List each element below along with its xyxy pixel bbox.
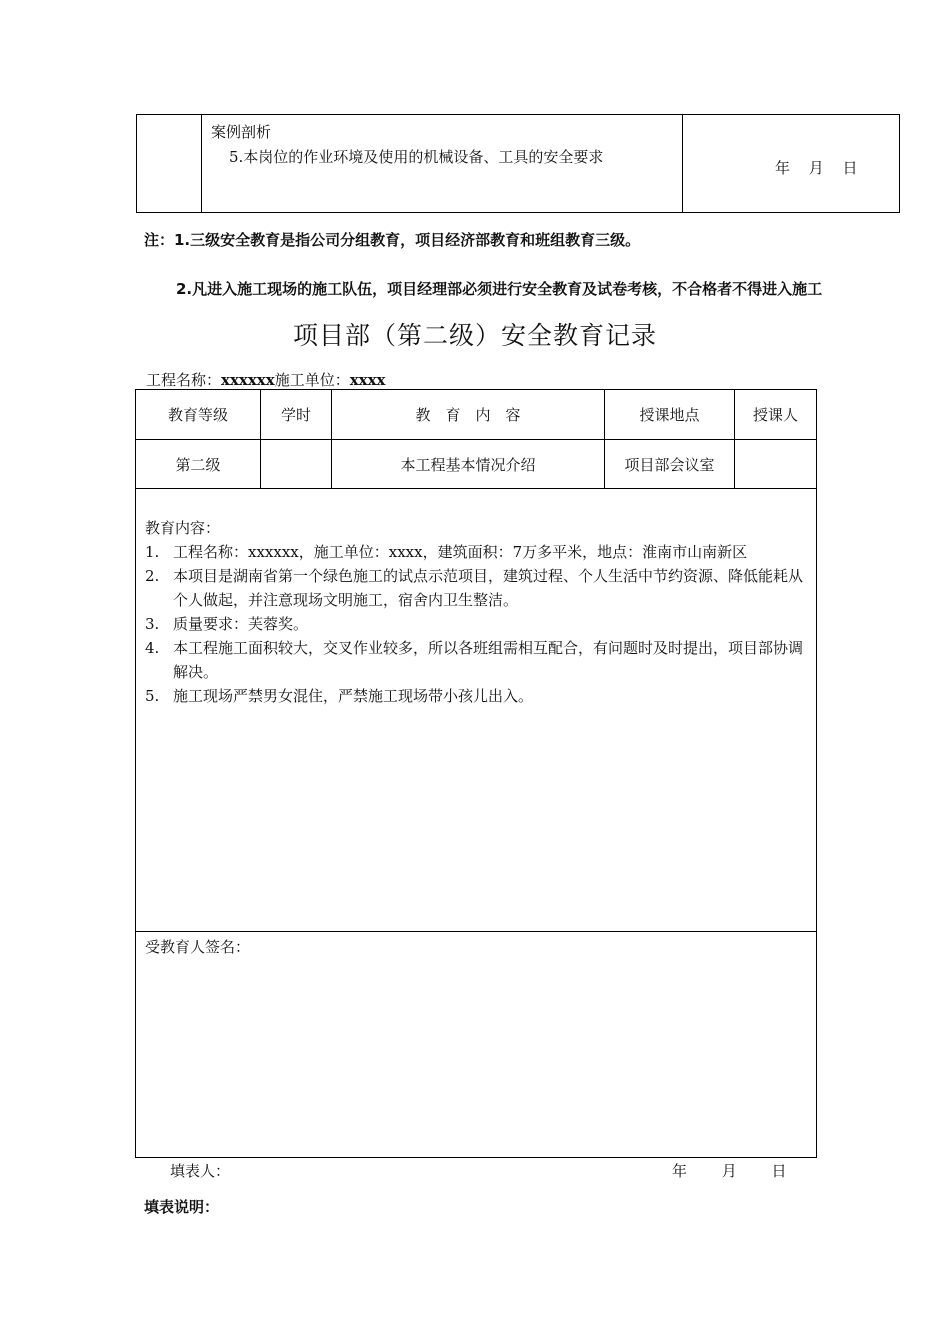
cell-lecturer xyxy=(735,440,816,488)
list-item xyxy=(145,540,808,564)
top-table-divider xyxy=(682,115,683,212)
list-item-number: 4. xyxy=(145,639,160,657)
project-name-label: 工程名称： xyxy=(146,371,222,389)
list-item xyxy=(145,636,808,684)
list-item-text: 本项目是湖南省第一个绿色施工的试点示范项目，建筑过程、个人生活中节约资源、降低能耗从个人做起，并注意现场文明施工，宿舍内卫生整洁。 xyxy=(173,567,804,609)
case-analysis-label: 案例剖析 xyxy=(211,123,272,141)
list-item xyxy=(145,684,808,708)
cell-education-content: 本工程基本情况介绍 xyxy=(400,455,536,474)
list-item-number: 1. xyxy=(145,543,160,561)
filler-label: 填表人： xyxy=(170,1162,231,1180)
education-content-list xyxy=(145,540,808,708)
project-name-value: xxxxxx xyxy=(221,371,275,389)
trainee-signature-label: 受教育人签名： xyxy=(145,938,251,956)
header-lecture-location: 授课地点 xyxy=(639,406,700,424)
fill-notes-label: 填表说明： xyxy=(144,1198,220,1216)
list-item-text: 施工现场严禁男女混住，严禁施工现场带小孩儿出入。 xyxy=(173,687,534,705)
header-lecturer: 授课人 xyxy=(752,406,798,424)
top-table xyxy=(136,114,900,213)
cell-education-level: 第二级 xyxy=(175,455,221,474)
construction-unit-value: xxxx xyxy=(349,371,386,389)
top-table-date: 年 月 日 xyxy=(775,159,858,177)
note-1: 注：1.三级安全教育是指公司分组教育，项目经济部教育和班组教育三级。 xyxy=(144,231,641,249)
table-row-line xyxy=(136,931,816,932)
safety-requirement-item: 5.本岗位的作业环境及使用的机械设备、工具的安全要求 xyxy=(229,148,604,166)
cell-lecture-location: 项目部会议室 xyxy=(624,455,715,474)
list-item-number: 5. xyxy=(145,687,160,705)
page-title: 项目部（第二级）安全教育记录 xyxy=(292,321,657,350)
list-item xyxy=(145,612,808,636)
list-item-number: 3. xyxy=(145,615,160,633)
header-education-level: 教育等级 xyxy=(167,406,228,424)
fill-date: 年 月 日 xyxy=(672,1162,787,1180)
list-item-number: 2. xyxy=(145,567,160,585)
project-info-line xyxy=(146,369,385,390)
cell-class-hours xyxy=(261,440,331,488)
header-education-content: 教 育 内 容 xyxy=(415,406,521,424)
list-item-text: 工程名称：xxxxxx，施工单位：xxxx，建筑面积：7万多平米，地点：淮南市山南新区 xyxy=(173,543,748,561)
list-item-text: 本工程施工面积较大，交叉作业较多，所以各班组需相互配合，有问题时及时提出，项目部协调解决。 xyxy=(173,639,804,681)
top-table-divider xyxy=(201,115,202,212)
list-item xyxy=(145,564,808,612)
education-record-table xyxy=(135,389,817,1158)
construction-unit-label: 施工单位： xyxy=(274,371,350,389)
header-class-hours: 学时 xyxy=(280,406,311,424)
list-item-text: 质量要求：芙蓉奖。 xyxy=(173,615,309,633)
education-content-label: 教育内容： xyxy=(145,519,221,537)
note-2: 2.凡进入施工现场的施工队伍，项目经理部必须进行安全教育及试卷考核，不合格者不得进入施工 xyxy=(176,280,823,298)
education-content-block xyxy=(145,516,808,708)
table-row-line xyxy=(136,488,816,489)
